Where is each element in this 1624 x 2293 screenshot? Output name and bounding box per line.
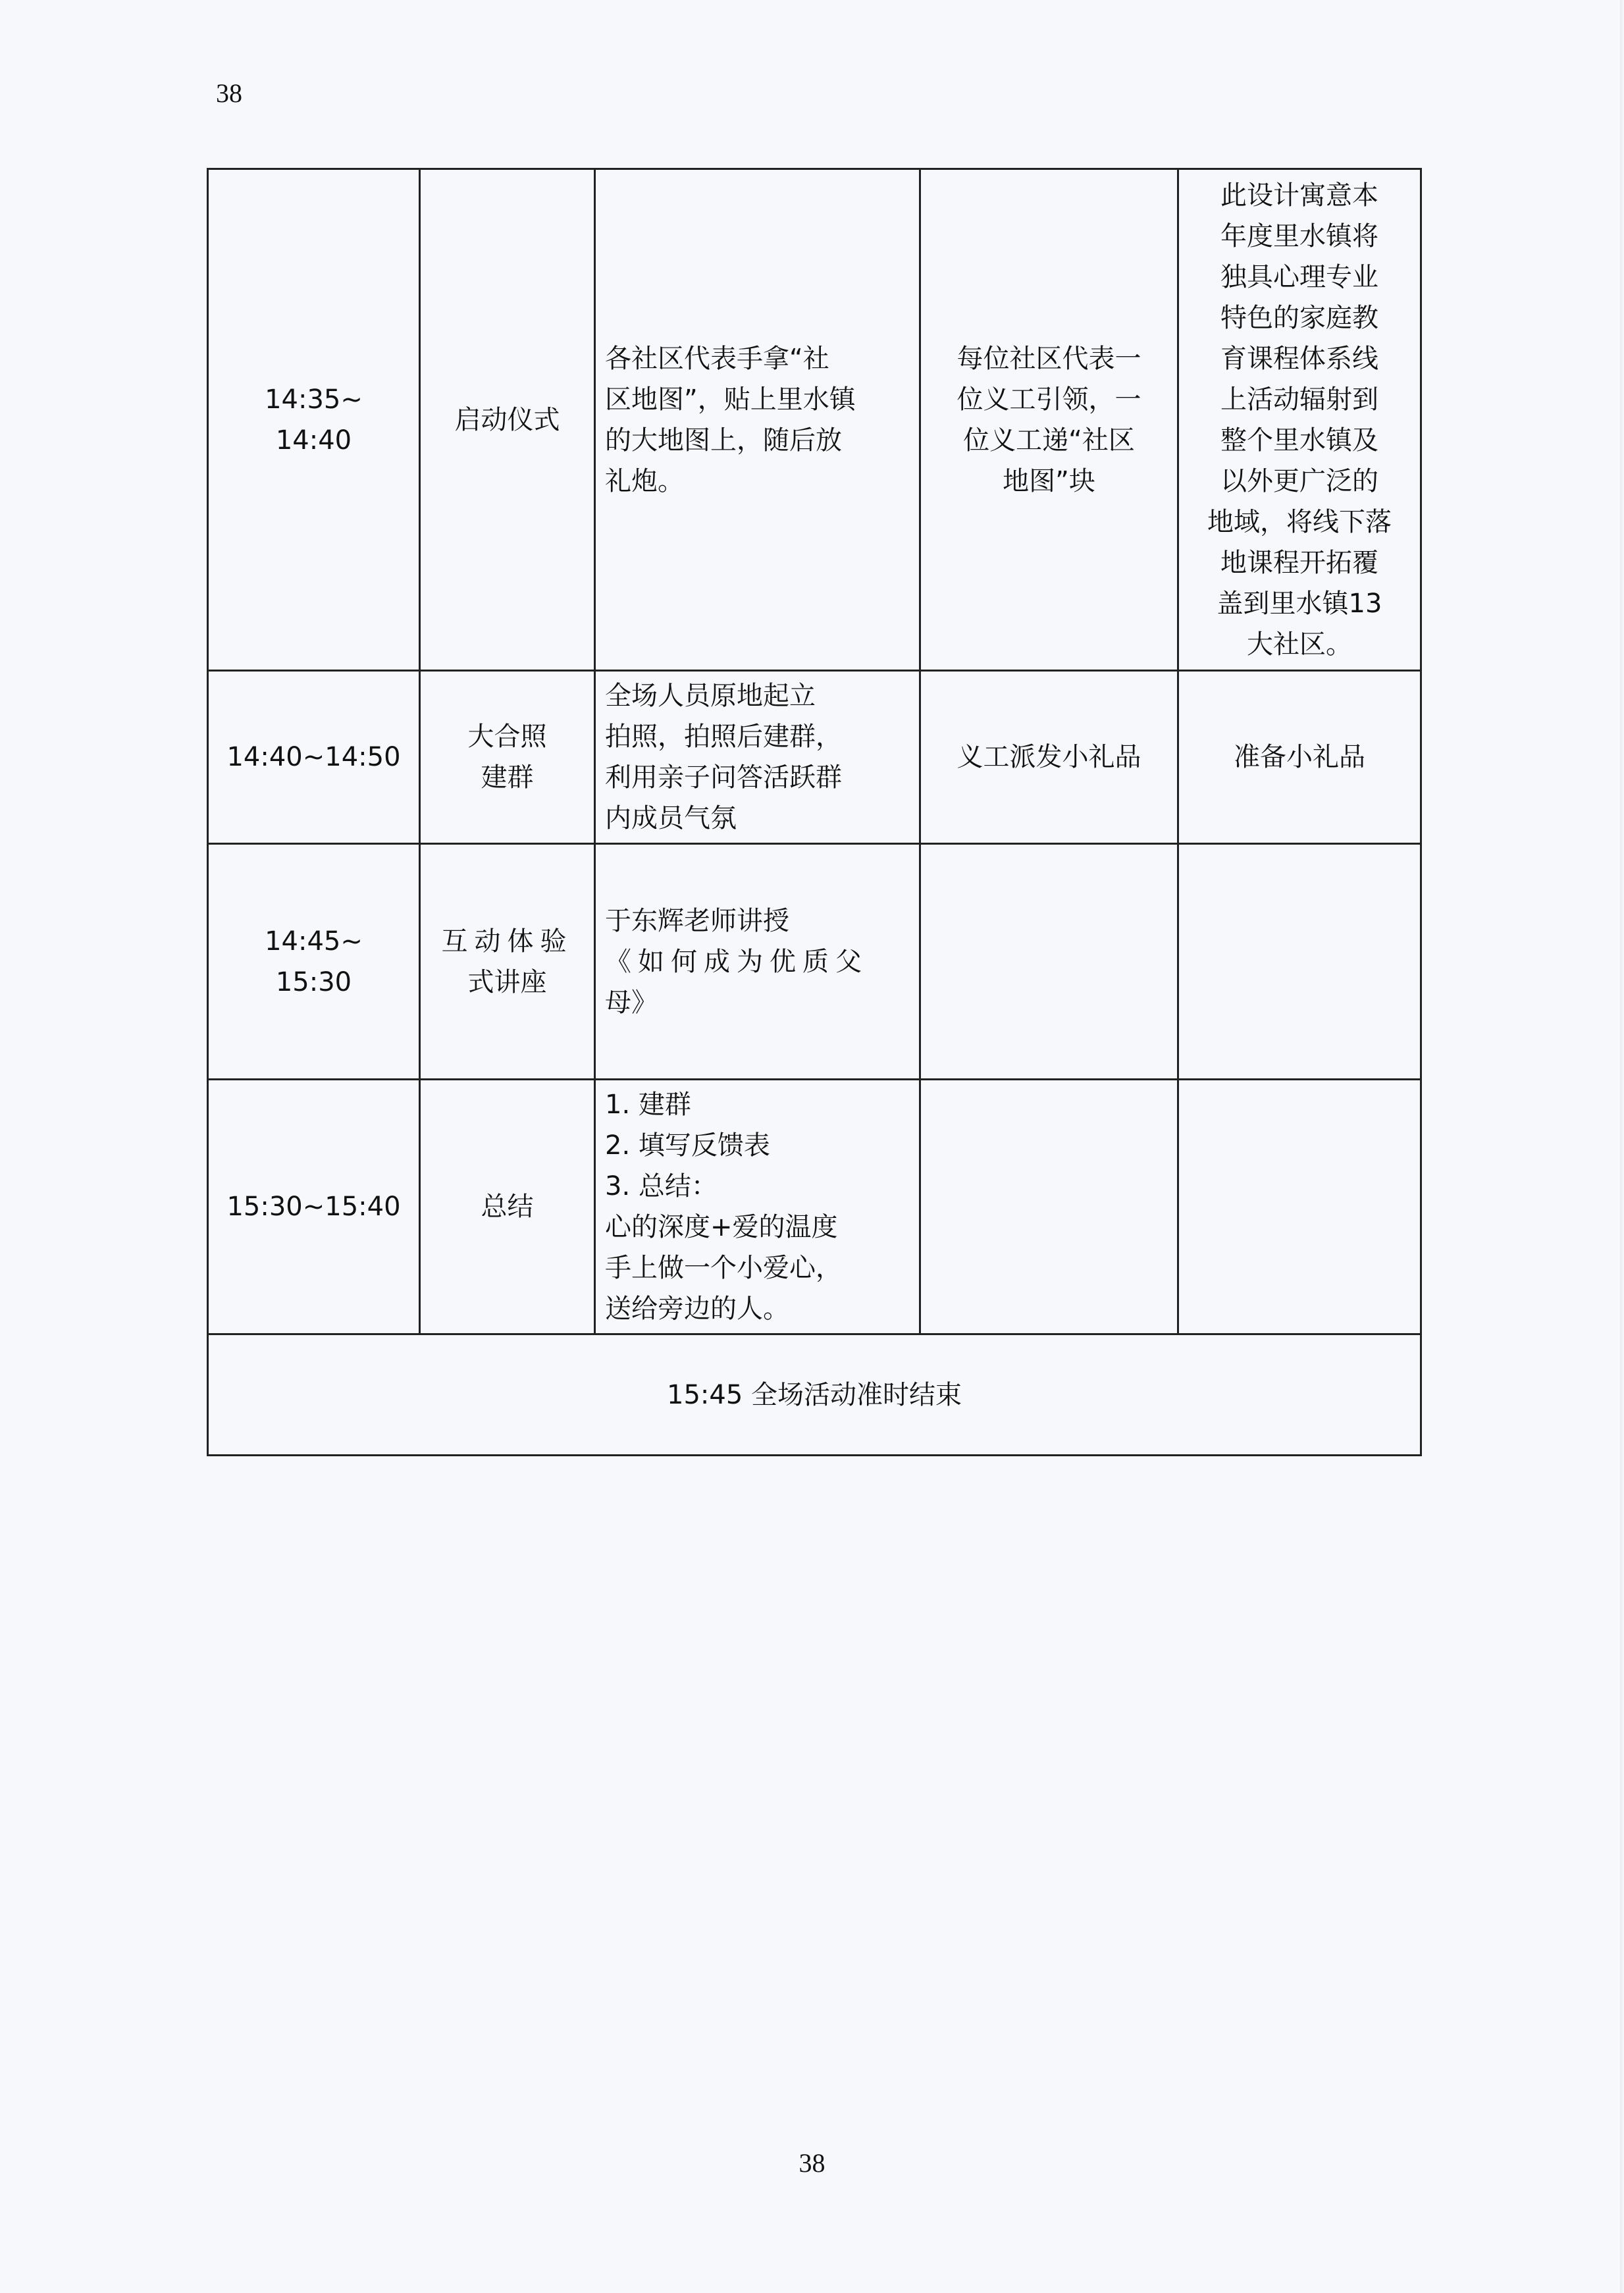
content-text: 手上做一个小爱心， — [605, 1253, 842, 1283]
note-text: 准备小礼品 — [1234, 742, 1365, 772]
content-text: 1. 建群 — [605, 1090, 691, 1120]
cell-footer — [208, 1334, 1421, 1456]
footer-text: 15:45 全场活动准时结束 — [667, 1379, 962, 1410]
cell-time — [208, 844, 420, 1080]
cell-staff — [920, 671, 1178, 844]
content-text: 礼炮。 — [605, 465, 684, 496]
cell-item — [420, 1080, 595, 1334]
staff-text: 义工派发小礼品 — [956, 742, 1141, 772]
note-text: 整个里水镇及 — [1220, 425, 1378, 456]
staff-text: 位义工引领，一 — [956, 384, 1141, 415]
cell-time — [208, 169, 420, 671]
content-text: 内成员气氛 — [605, 803, 737, 833]
note-text: 特色的家庭教 — [1220, 302, 1378, 333]
content-text: 母》 — [605, 987, 658, 1018]
note-text: 以外更广泛的 — [1220, 465, 1378, 496]
content-text: 3. 总结： — [605, 1171, 718, 1201]
table-row — [208, 169, 1421, 671]
cell-content — [595, 671, 920, 844]
cell-note — [1178, 844, 1421, 1080]
time-text: 14:45~ — [265, 926, 363, 957]
content-text: 拍照，拍照后建群， — [605, 722, 842, 752]
time-text: 15:30 — [275, 966, 352, 997]
table-row — [208, 671, 1421, 844]
cell-staff — [920, 844, 1178, 1080]
page-number-bottom: 38 — [799, 2148, 825, 2178]
content-text: 送给旁边的人。 — [605, 1294, 789, 1324]
cell-content — [595, 844, 920, 1080]
cell-staff — [920, 169, 1178, 671]
cell-note — [1178, 671, 1421, 844]
time-text: 14:40~14:50 — [226, 742, 401, 772]
content-text: 《如何成为优质父 — [605, 946, 868, 977]
note-text: 此设计寓意本 — [1220, 180, 1378, 211]
item-text: 大合照 — [467, 722, 547, 752]
cell-content — [595, 1080, 920, 1334]
time-text: 14:40 — [275, 425, 352, 456]
note-text: 育课程体系线 — [1220, 343, 1378, 374]
note-text: 上活动辐射到 — [1220, 384, 1378, 415]
item-text: 建群 — [481, 762, 534, 793]
content-text: 心的深度+爱的温度 — [605, 1212, 838, 1242]
item-text: 启动仪式 — [454, 404, 560, 435]
page-edge — [1620, 0, 1624, 2293]
staff-text: 位义工递“社区 — [963, 425, 1135, 456]
cell-item — [420, 169, 595, 671]
note-text: 盖到里水镇13 — [1217, 588, 1382, 619]
cell-staff — [920, 1080, 1178, 1334]
content-text: 于东辉老师讲授 — [605, 905, 789, 936]
schedule-table — [207, 168, 1422, 1456]
item-text: 式讲座 — [467, 966, 547, 997]
cell-time — [208, 671, 420, 844]
table-row — [208, 844, 1421, 1080]
note-text: 年度里水镇将 — [1220, 221, 1378, 251]
note-text: 地课程开拓覆 — [1220, 547, 1378, 578]
content-text: 的大地图上，随后放 — [605, 425, 842, 456]
time-text: 15:30~15:40 — [226, 1192, 401, 1222]
cell-content — [595, 169, 920, 671]
content-text: 2. 填写反馈表 — [605, 1130, 770, 1161]
item-text: 总结 — [481, 1192, 534, 1222]
content-text: 区地图”，贴上里水镇 — [605, 384, 856, 415]
note-text: 独具心理专业 — [1220, 261, 1378, 292]
content-text: 全场人员原地起立 — [605, 681, 816, 711]
staff-text: 每位社区代表一 — [956, 343, 1141, 374]
cell-item — [420, 671, 595, 844]
item-text: 互动体验 — [441, 926, 573, 957]
table-row — [208, 1080, 1421, 1334]
content-text: 利用亲子问答活跃群 — [605, 762, 842, 793]
table-row — [208, 1334, 1421, 1456]
content-text: 各社区代表手拿“社 — [605, 343, 829, 374]
cell-time — [208, 1080, 420, 1334]
page-number-top: 38 — [216, 78, 242, 108]
cell-item — [420, 844, 595, 1080]
staff-text: 地图”块 — [1003, 465, 1095, 496]
note-text: 大社区。 — [1247, 629, 1352, 660]
note-text: 地域，将线下落 — [1207, 506, 1392, 537]
cell-note — [1178, 1080, 1421, 1334]
cell-note — [1178, 169, 1421, 671]
time-text: 14:35~ — [265, 384, 363, 415]
